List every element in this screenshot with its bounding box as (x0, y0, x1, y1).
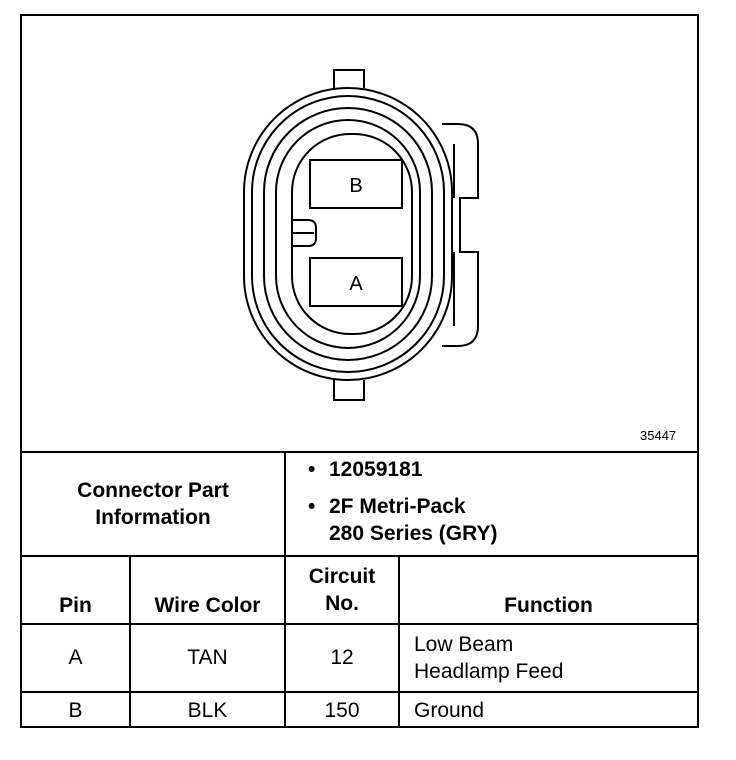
side-lock (442, 124, 478, 346)
row-a-pin: A (68, 646, 83, 669)
row-a-function-line2: Headlamp Feed (414, 660, 564, 683)
figure-number: 35447 (640, 428, 677, 443)
header-circuit-no (286, 557, 398, 623)
row-a-circuit: 12 (330, 646, 354, 669)
header-pin: Pin (59, 594, 92, 617)
top-latch-tab (334, 70, 364, 88)
row-a-function (400, 625, 697, 691)
bullet-icon: • (308, 458, 316, 481)
bottom-latch-tab (334, 380, 364, 400)
row-b-function-line1: Ground (414, 699, 485, 722)
connector-series-line2: 280 Series (GRY) (329, 522, 498, 545)
header-circuit-line2: No. (325, 592, 359, 615)
connector-series-item (302, 493, 497, 547)
pin-b-label: B (349, 175, 363, 197)
connector-info-frame (20, 14, 699, 728)
part-info-list (302, 456, 497, 557)
connector-series-line1: 2F Metri-Pack (329, 495, 466, 518)
header-wire-color: Wire Color (154, 594, 261, 617)
bullet-icon: • (308, 495, 316, 518)
part-number: 12059181 (329, 458, 423, 481)
row-b-wire-color: BLK (187, 698, 228, 722)
row-a-wire-color: TAN (187, 646, 228, 669)
part-info-title-line1: Connector Part (77, 479, 229, 502)
row-b-pin: B (68, 698, 83, 722)
row-a-function-line1: Low Beam (414, 633, 514, 656)
row-b-circuit: 150 (324, 698, 360, 722)
part-info-title-line2: Information (95, 506, 211, 529)
part-info-title (22, 453, 284, 555)
header-function: Function (504, 594, 593, 617)
part-number-item (302, 456, 497, 483)
header-circuit-line1: Circuit (308, 565, 376, 588)
row-b-function (400, 693, 697, 728)
pin-a-label: A (349, 273, 363, 295)
connector-drawing (22, 16, 697, 452)
